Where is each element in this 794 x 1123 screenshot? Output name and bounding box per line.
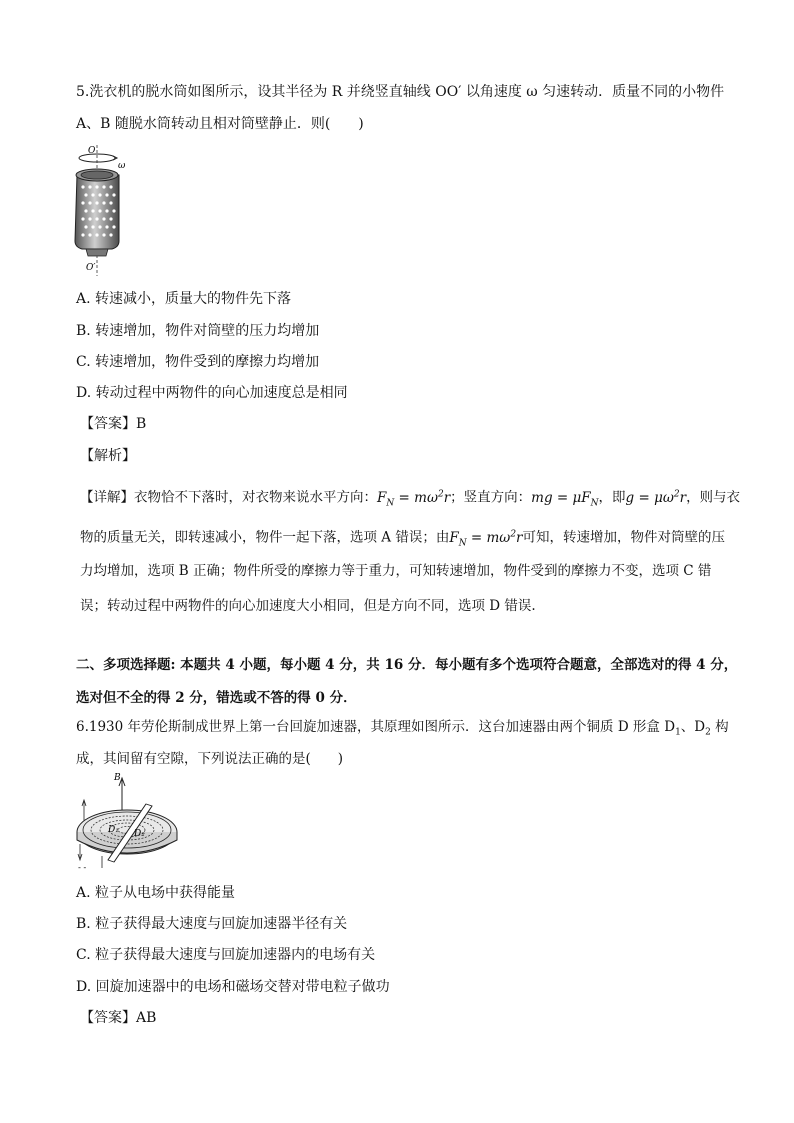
q5-stem-line2: A、B 随脱水筒转动且相对筒壁静止．则( ) bbox=[76, 116, 364, 132]
q6-stem-line1: 6.1930 年劳伦斯制成世界上第一台回旋加速器，其原理如图所示．这台加速器由两个铜质 D 形盒 $D_1$、$D_2$ 构 bbox=[76, 719, 729, 738]
section2-heading-line2: 选对但不全的得 2 分，错选或不答的得 0 分． bbox=[76, 690, 357, 706]
q6-answer: 【答案】AB bbox=[80, 1010, 157, 1026]
q5-detail-line3: 力均增加，选项 B 正确；物件所受的摩擦力等于重力，可知转速增加，物件受到的摩擦力不变，选项 C 错 bbox=[80, 563, 712, 579]
formula-g: $g = \mu\omega^2r$ bbox=[625, 489, 687, 506]
label-o-bottom: O′ bbox=[86, 263, 96, 273]
label-b: B bbox=[114, 773, 121, 783]
label-d2: D₂ bbox=[134, 829, 145, 839]
svg-text:- -: - - bbox=[78, 863, 87, 872]
q5-detail-line2: 物的质量无关，即转速减小，物件一起下落，选项 A 错误；由$F_N = m\omega^2r$可知，转速增加，物件对筒壁的压 bbox=[80, 529, 726, 549]
q6-stem-line2: 成，其间留有空隙，下列说法正确的是( ) bbox=[76, 751, 344, 767]
q5-analysis-label: 【解析】 bbox=[80, 448, 136, 464]
formula-fn-2: $F_N = m\omega^2r$ bbox=[449, 529, 523, 549]
q6-option-c: C. 粒子获得最大速度与回旋加速器内的电场有关 bbox=[76, 947, 376, 963]
q6-option-b: B. 粒子获得最大速度与回旋加速器半径有关 bbox=[76, 916, 348, 932]
q5-answer: 【答案】B bbox=[80, 416, 147, 432]
label-o-top: O bbox=[88, 146, 96, 156]
section2-heading-line1: 二、多项选择题: 本题共 4 小题，每小题 4 分，共 16 分．每小题有多个选项符合题意，全部选对的得 4 分， bbox=[76, 657, 738, 673]
spin-dryer-figure bbox=[72, 143, 142, 278]
q5-option-b: B. 转速增加，物件对筒壁的压力均增加 bbox=[76, 323, 320, 339]
q6-option-d: D. 回旋加速器中的电场和磁场交替对带电粒子做功 bbox=[76, 979, 390, 995]
formula-fn-1: $F_N = m\omega^2r$ bbox=[377, 489, 451, 509]
q5-detail-line1: 【详解】衣物恰不下落时，对衣物来说水平方向：$F_N = m\omega^2r$；竖直方向：mg = $\mu F_N$，即$g = \mu\omega^2r$，则与衣 bbox=[80, 489, 741, 509]
q5-detail-line4: 误；转动过程中两物件的向心加速度大小相同，但是方向不同，选项 D 错误. bbox=[80, 598, 536, 614]
cyclotron-figure bbox=[72, 770, 187, 872]
q5-stem-line1: 5.洗衣机的脱水筒如图所示，设其半径为 R 并绕竖直轴线 OO′ 以角速度 ω 匀速转动．质量不同的小物件 bbox=[76, 84, 725, 100]
q5-option-a: A. 转速减小，质量大的物件先下落 bbox=[76, 291, 292, 307]
q6-option-a: A. 粒子从电场中获得能量 bbox=[76, 885, 236, 901]
q5-option-c: C. 转速增加，物件受到的摩擦力均增加 bbox=[76, 354, 320, 370]
formula-mg: mg = $\mu F_N$ bbox=[531, 489, 599, 509]
q5-option-d: D. 转动过程中两物件的向心加速度总是相同 bbox=[76, 385, 348, 401]
label-omega: ω bbox=[118, 161, 126, 171]
label-d1: D₁ bbox=[108, 825, 119, 835]
